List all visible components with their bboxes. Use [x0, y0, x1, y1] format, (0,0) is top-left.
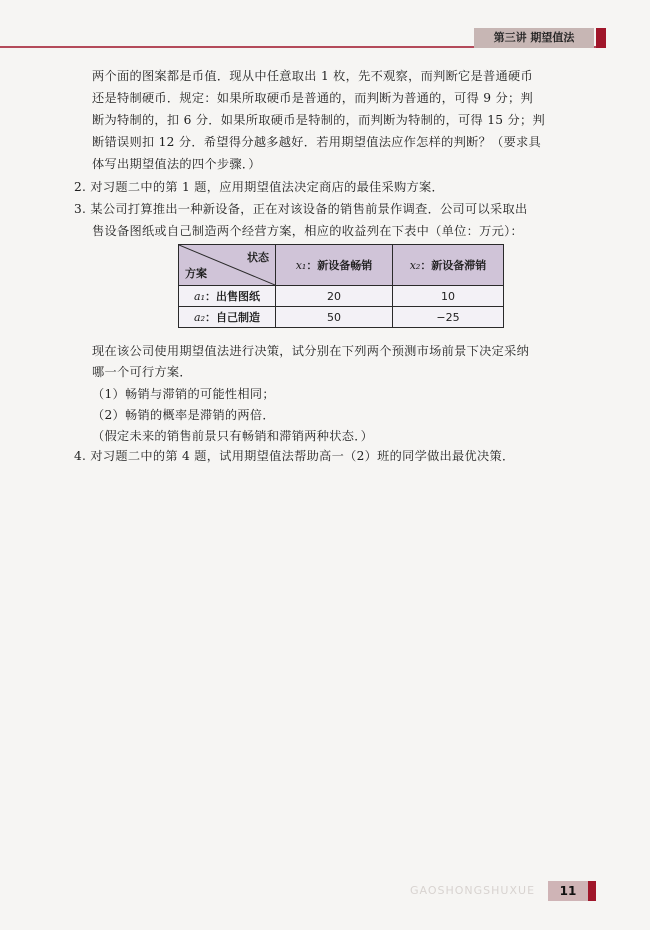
p1-line-1: 两个面的图案都是币值．现从中任意取出 1 枚，先不观察，而判断它是普通硬币 [92, 69, 533, 83]
corner-label-plan: 方案 [185, 267, 207, 280]
question-2-number: 2. [74, 180, 87, 194]
after-table-line-1: 现在该公司使用期望值法进行决策，试分别在下列两个预测市场前景下决定采纳 [92, 344, 530, 358]
p1-line-5: 体写出期望值法的四个步骤．） [92, 157, 261, 171]
row-label: ：自己制造 [204, 311, 260, 324]
header-accent-block [596, 28, 606, 48]
p1-line-2: 还是特制硬币．规定：如果所取硬币是普通的，而判断为普通的，可得 9 分；判 [92, 91, 533, 105]
column-header-x2 [393, 245, 504, 286]
table-header-row [179, 245, 504, 286]
row-label: ：出售图纸 [204, 290, 260, 303]
footer-accent-block [588, 881, 596, 901]
section-title: 第三讲 期望值法 [474, 28, 594, 48]
table-corner-cell [179, 245, 276, 286]
p1-line-3: 断为特制的，扣 6 分．如果所取硬币是特制的，而判断为特制的，可得 15 分；判 [92, 113, 545, 127]
table-row [179, 307, 504, 328]
table-row [179, 286, 504, 307]
column-var: x₁ [295, 259, 307, 272]
payoff-table [178, 244, 504, 328]
question-2 [74, 177, 444, 197]
corner-label-state: 状态 [247, 251, 269, 264]
table-cell: 10 [393, 286, 504, 307]
row-header-a1 [179, 286, 276, 307]
row-var: a₂ [194, 311, 205, 324]
question-4 [74, 446, 514, 466]
column-var: x₂ [409, 259, 421, 272]
question-3-line-2: 售设备图纸或自己制造两个经营方案，相应的收益列在下表中（单位：万元）： [92, 224, 523, 238]
table-cell: −25 [393, 307, 504, 328]
condition-1: （1）畅销与滞销的可能性相同； [92, 387, 275, 401]
condition-2: （2）畅销的概率是滞销的两倍． [92, 408, 275, 422]
table-cell: 50 [276, 307, 393, 328]
page-header [0, 0, 650, 52]
question-3-line-1: 某公司打算推出一种新设备，正在对该设备的销售前景作调查．公司可以采取出 [90, 202, 528, 216]
question-3 [74, 199, 527, 219]
footer-watermark: GAOSHONGSHUXUE [410, 884, 536, 897]
table-cell: 20 [276, 286, 393, 307]
page-number: 11 [559, 884, 577, 898]
question-4-text: 对习题二中的第 4 题，试用期望值法帮助高一（2）班的同学做出最优决策． [90, 449, 515, 463]
row-header-a2 [179, 307, 276, 328]
question-2-text: 对习题二中的第 1 题，应用期望值法决定商店的最佳采购方案． [90, 180, 444, 194]
column-label: ：新设备畅销 [306, 259, 373, 272]
assumption-note: （假定未来的销售前景只有畅销和滞销两种状态．） [92, 429, 374, 443]
p1-line-4: 断错误则扣 12 分．希望得分越多越好．若用期望值法应作怎样的判断？（要求具 [92, 135, 542, 149]
question-3-number: 3. [74, 202, 87, 216]
column-header-x1 [276, 245, 393, 286]
row-var: a₁ [194, 290, 205, 303]
column-label: ：新设备滞销 [420, 259, 487, 272]
question-4-number: 4. [74, 449, 87, 463]
after-table-line-2: 哪一个可行方案． [92, 365, 192, 379]
